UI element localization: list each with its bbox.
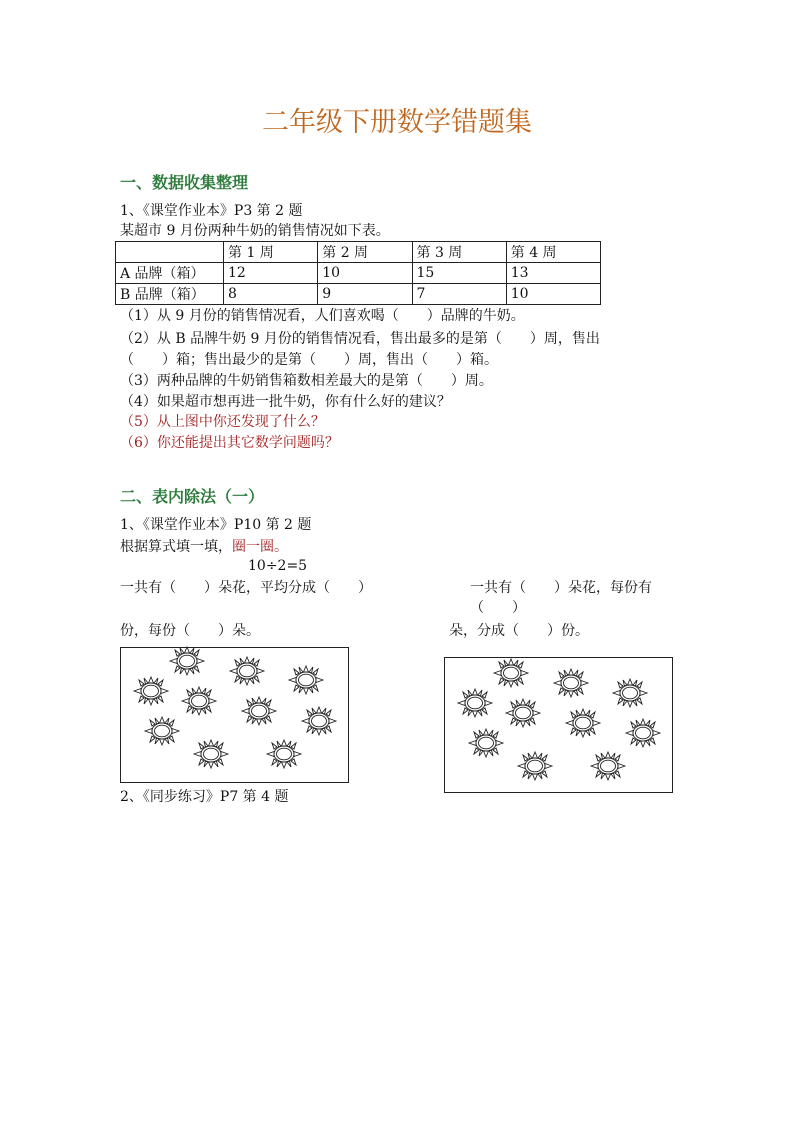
sun-flower-icon <box>266 739 302 769</box>
division-equation: 10÷2=5 <box>248 558 308 574</box>
sun-flower-icon <box>301 706 337 736</box>
right-prompt-line2: 朵，分成（ ）份。 <box>449 623 589 639</box>
table-header-cell: 第 3 周 <box>412 242 506 263</box>
table-header-cell <box>116 242 224 263</box>
sun-flower-icon <box>553 668 589 698</box>
sun-flower-icon <box>241 696 277 726</box>
sun-flower-icon <box>133 676 169 706</box>
table-header-cell: 第 2 周 <box>318 242 412 263</box>
sun-flower-icon <box>193 739 229 769</box>
section1-reference: 1、《课堂作业本》P3 第 2 题 <box>120 203 303 219</box>
question-1: （1）从 9 月份的销售情况看，人们喜欢喝（ ）品牌的牛奶。 <box>120 308 525 324</box>
sun-flower-icon <box>625 718 661 748</box>
sun-flower-icon <box>612 678 648 708</box>
table-header-cell: 第 1 周 <box>224 242 318 263</box>
sun-flower-icon <box>590 751 626 781</box>
table-cell: 10 <box>506 284 600 305</box>
table-cell: 13 <box>506 263 600 284</box>
table-cell: 10 <box>318 263 412 284</box>
question-5: （5）从上图中你还发现了什么？ <box>120 414 325 430</box>
section2-heading: 二、表内除法（一） <box>120 487 265 506</box>
question-4: （4）如果超市想再进一批牛奶，你有什么好的建议？ <box>120 394 451 410</box>
section1-intro: 某超市 9 月份两种牛奶的销售情况如下表。 <box>120 223 390 239</box>
section2-reference-2: 2、《同步练习》P7 第 4 题 <box>120 789 289 805</box>
right-prompt-line1b: （ ） <box>470 600 526 616</box>
table-header-cell: 第 4 周 <box>506 242 600 263</box>
left-prompt-line1: 一共有（ ）朵花，平均分成（ ） <box>120 580 372 596</box>
section1-heading: 一、数据收集整理 <box>120 173 249 192</box>
sun-flower-icon <box>505 698 541 728</box>
right-flower-box <box>444 657 673 793</box>
section2-intro <box>120 537 288 557</box>
table-row <box>116 263 601 284</box>
question-2-line2: （ ）箱；售出最少的是第（ ）周，售出（ ）箱。 <box>120 352 498 368</box>
sun-flower-icon <box>517 751 553 781</box>
page-title: 二年级下册数学错题集 <box>262 107 532 138</box>
question-2-line1: （2）从 B 品牌牛奶 9 月份的销售情况看，售出最多的是第（ ）周，售出 <box>120 331 600 347</box>
sun-flower-icon <box>468 728 504 758</box>
sun-flower-icon <box>229 656 265 686</box>
section2-reference: 1、《课堂作业本》P10 第 2 题 <box>120 517 312 533</box>
intro-red-text: 圈一圈。 <box>232 539 288 555</box>
table-header-row <box>116 242 601 263</box>
table-row <box>116 284 601 305</box>
sun-flower-icon <box>181 686 217 716</box>
table-cell: 12 <box>224 263 318 284</box>
question-3: （3）两种品牌的牛奶销售箱数相差最大的是第（ ）周。 <box>120 373 493 389</box>
left-prompt-line2: 份，每份（ ）朵。 <box>120 623 260 639</box>
table-cell: B 品牌（箱） <box>116 284 224 305</box>
table-cell: 8 <box>224 284 318 305</box>
sun-flower-icon <box>565 708 601 738</box>
table-cell: 15 <box>412 263 506 284</box>
table-cell: A 品牌（箱） <box>116 263 224 284</box>
table-cell: 9 <box>318 284 412 305</box>
sun-flower-icon <box>288 665 324 695</box>
right-prompt-line1: 一共有（ ）朵花，每份有 <box>470 580 652 596</box>
sales-table <box>115 241 601 305</box>
left-flower-box <box>120 647 349 783</box>
table-cell: 7 <box>412 284 506 305</box>
sun-flower-icon <box>493 658 529 688</box>
sun-flower-icon <box>457 688 493 718</box>
sun-flower-icon <box>144 716 180 746</box>
intro-text: 根据算式填一填， <box>120 539 232 555</box>
sun-flower-icon <box>169 646 205 676</box>
question-6: （6）你还能提出其它数学问题吗？ <box>120 435 339 451</box>
